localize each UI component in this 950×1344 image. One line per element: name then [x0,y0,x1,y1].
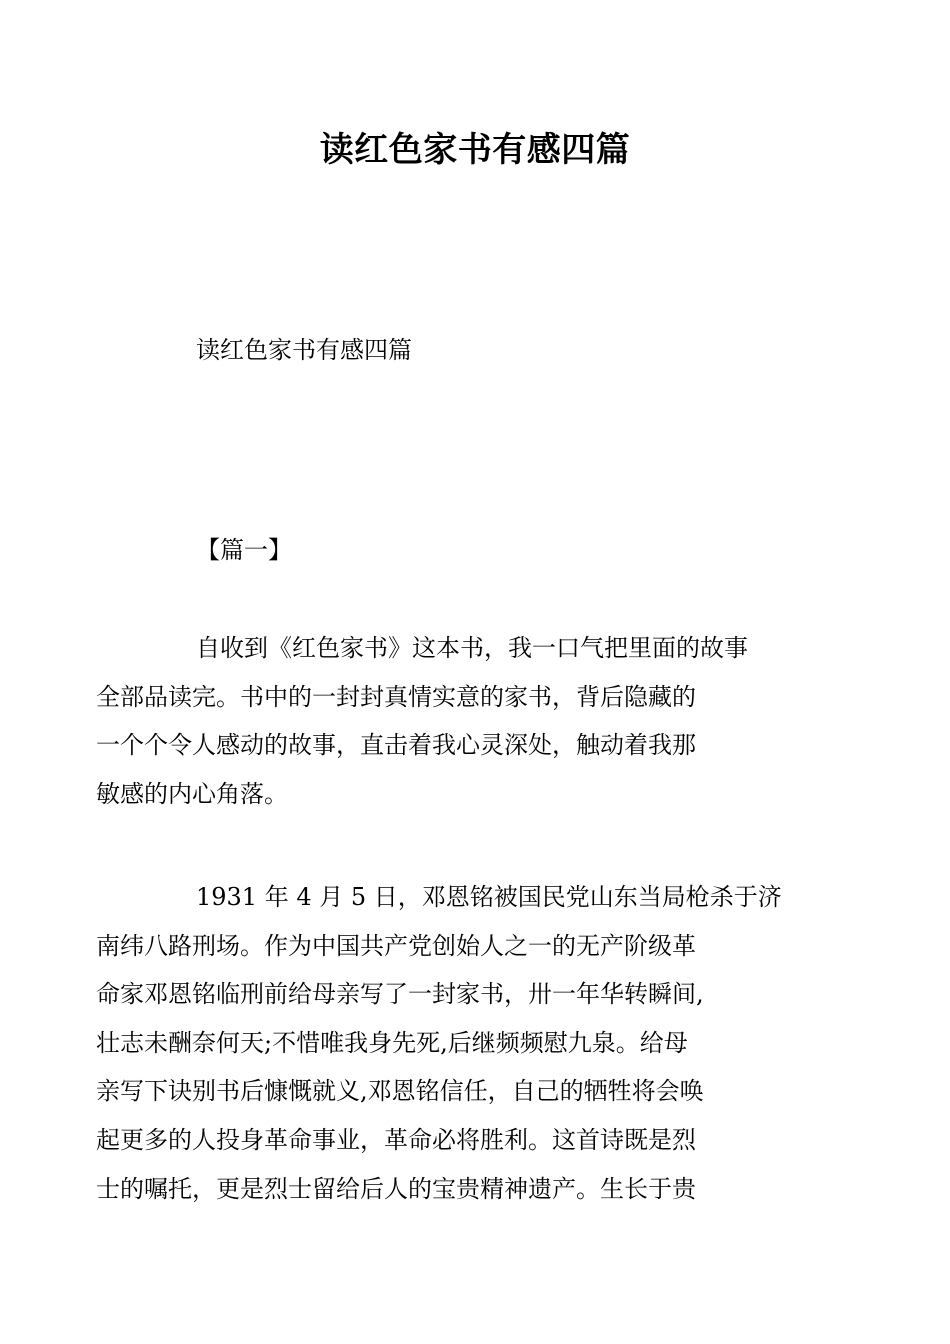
paragraph-line: 一个个令人感动的故事，直击着我心灵深处，触动着我那 [96,731,696,760]
paragraph-1 [96,624,810,818]
paragraph-2 [96,873,810,1213]
paragraph-line: 士的嘱托，更是烈士留给后人的宝贵精神遗产。生长于贵 [96,1174,696,1203]
document-title: 读红色家书有感四篇 [319,130,631,170]
section-heading: 【篇一】 [196,536,292,564]
paragraph-line: 全部品读完。书中的一封封真情实意的家书，背后隐藏的 [96,682,696,711]
paragraph-line: 壮志未酬奈何天;不惜唯我身先死,后继频频慰九泉。给母 [96,1028,688,1057]
paragraph-line: 南纬八路刑场。作为中国共产党创始人之一的无产阶级革 [96,931,696,960]
paragraph-line: 敏感的内心角落。 [96,779,288,808]
paragraph-line: 自收到《红色家书》这本书，我一口气把里面的故事 [196,634,748,662]
paragraph-line: 命家邓恩铭临刑前给母亲写了一封家书，卅一年华转瞬间, [96,980,704,1009]
paragraph-line: 1931 年 4 月 5 日，邓恩铭被国民党山东当局枪杀于济 [196,883,782,911]
paragraph-line: 亲写下诀别书后慷慨就义,邓恩铭信任，自己的牺牲将会唤 [96,1077,704,1106]
document-subtitle: 读红色家书有感四篇 [196,336,412,364]
paragraph-line: 起更多的人投身革命事业，革命必将胜利。这首诗既是烈 [96,1125,696,1154]
